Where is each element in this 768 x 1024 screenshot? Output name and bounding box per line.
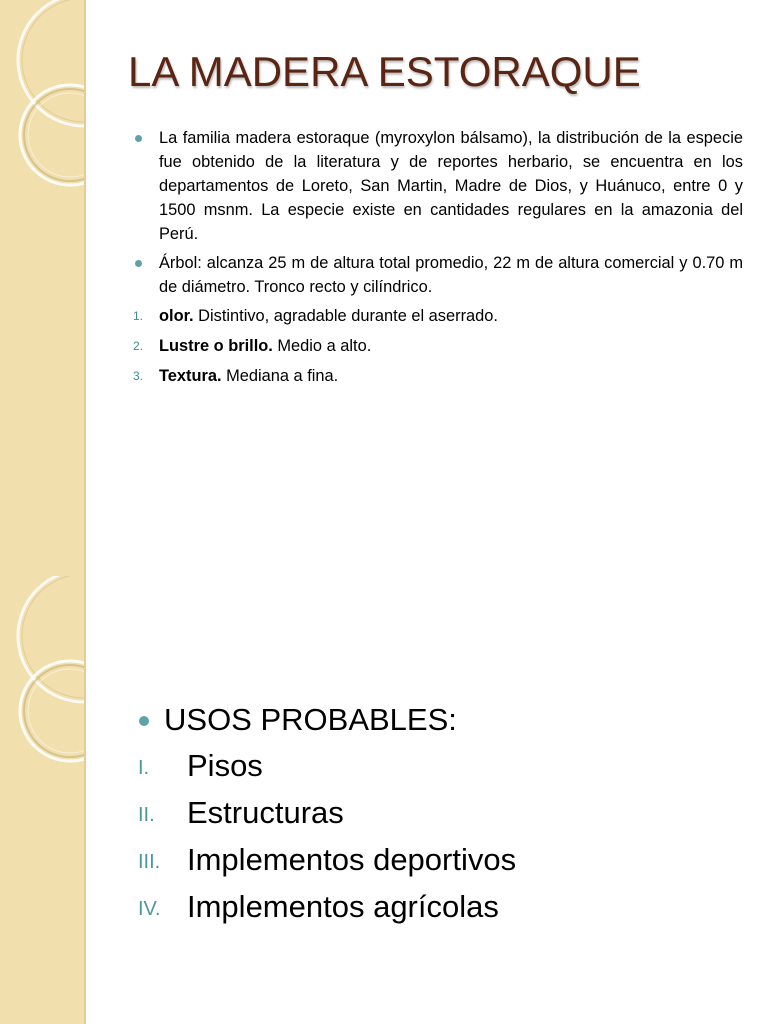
item-term: Textura. — [159, 367, 222, 385]
slide-2 — [0, 576, 768, 1024]
roman-numeral: III. — [138, 851, 161, 873]
usos-item — [138, 838, 516, 885]
item-number: 3. — [133, 369, 144, 383]
item-text: Distintivo, agradable durante el aserrado. — [193, 307, 498, 325]
usos-list — [138, 698, 516, 932]
usos-item — [138, 885, 516, 932]
bullet-dot-icon — [135, 260, 142, 267]
decorative-rings-icon — [0, 576, 84, 1024]
bullet-text: Árbol: alcanza 25 m de altura total promedio, 22 m de altura comercial y 0.70 m de diámetro. Tronco recto y cilíndrico. — [159, 254, 743, 296]
bullet-dot-icon — [139, 716, 149, 726]
numbered-item — [133, 304, 743, 328]
item-text: Mediana a fina. — [221, 367, 339, 385]
decorative-side-strip — [0, 0, 86, 576]
usos-item-text: Estructuras — [187, 795, 344, 830]
numbered-item — [133, 334, 743, 358]
item-number: 1. — [133, 309, 144, 323]
roman-numeral: II. — [138, 804, 155, 826]
item-term: olor. — [159, 307, 194, 325]
decorative-side-strip — [0, 576, 86, 1024]
item-term: Lustre o brillo. — [159, 337, 273, 355]
roman-numeral: IV. — [138, 898, 161, 920]
bullet-text: La familia madera estoraque (myroxylon bálsamo), la distribución de la especie fue obtenido de la literatura y de reportes herbario, se encuentra en los departamentos de Loreto, San Martin, Madre de Dios, y Huánuco, entre 0 y 1500 msnm. La especie existe en cantidades regulares en la amazonia del Perú. — [159, 129, 743, 243]
usos-heading-text: USOS PROBABLES: — [164, 702, 457, 737]
item-number: 2. — [133, 339, 144, 353]
usos-heading — [138, 698, 516, 744]
roman-numeral: I. — [138, 757, 150, 779]
numbered-item — [133, 364, 743, 388]
decorative-rings-icon — [0, 0, 84, 576]
usos-item — [138, 791, 516, 838]
bullet-item — [133, 251, 743, 299]
usos-item-text: Implementos agrícolas — [187, 889, 499, 924]
item-text: Medio a alto. — [272, 337, 372, 355]
usos-item — [138, 744, 516, 791]
bullet-item — [133, 126, 743, 246]
slide-body — [133, 126, 743, 394]
slide-title: LA MADERA ESTORAQUE — [128, 48, 641, 95]
bullet-dot-icon — [135, 135, 142, 142]
usos-item-text: Implementos deportivos — [187, 842, 517, 877]
usos-item-text: Pisos — [187, 748, 263, 783]
